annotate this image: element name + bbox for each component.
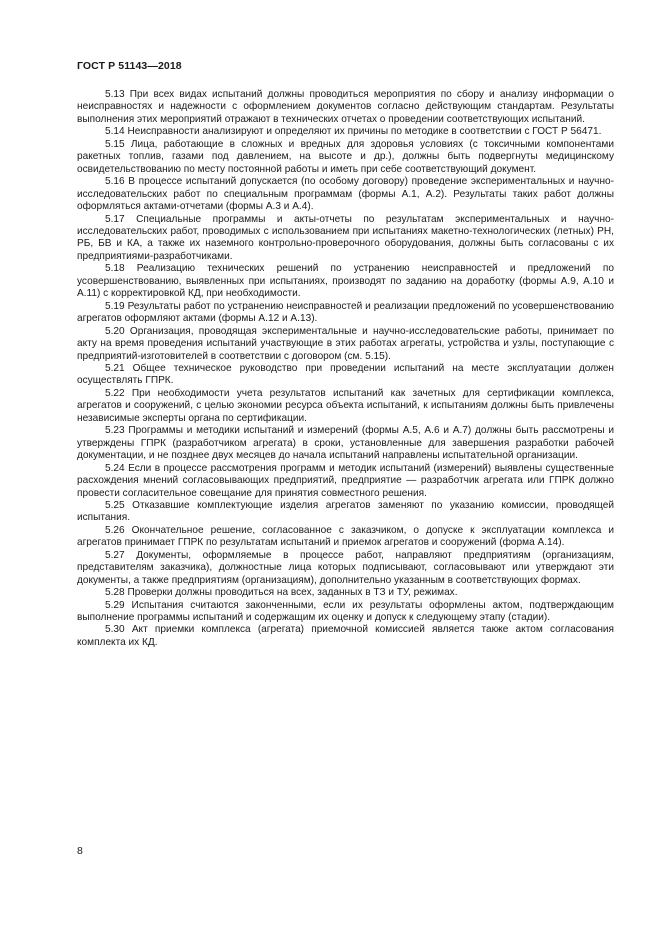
document-body xyxy=(77,89,614,649)
paragraph-5-26: 5.26 Окончательное решение, согласованное с заказчиком, о допуске к эксплуатации комплекса и агрегатов принимает ГПРК по результатам испытаний и приемок агрегатов и сооружений (форма А.14). xyxy=(77,524,614,549)
paragraph-5-16: 5.16 В процессе испытаний допускается (по особому договору) проведение экспериментальных и научно-исследовательских работ по специальным программам (формы А.1, А.2). Результаты таких работ должны оформляться актами-отчетами (формы А.3 и А.4). xyxy=(77,176,614,213)
paragraph-5-23: 5.23 Программы и методики испытаний и измерений (формы А.5, А.6 и А.7) должны быть рассмотрены и утверждены ГПРК (разработчиком агрегата) в сроки, установленные для завершения разработки рабочей документации, и не позднее двух месяцев до начала испытаний направлены испытательной организации. xyxy=(77,425,614,462)
paragraph-5-24: 5.24 Если в процессе рассмотрения программ и методик испытаний (измерений) выявлены существенные расхождения мнений согласовывающих предприятий, предприятие — разработчик агрегата или ГПРК должно провести согласительное совещание для принятия совместного решения. xyxy=(77,462,614,499)
paragraph-5-19: 5.19 Результаты работ по устранению неисправностей и реализации предложений по усовершенствованию агрегатов оформляют актами (формы А.12 и А.13). xyxy=(77,300,614,325)
paragraph-5-18: 5.18 Реализацию технических решений по устранению неисправностей и предложений по усовершенствованию, выявленных при испытаниях, производят по заданию на доработку (формы А.9, А.10 и А.11) с корректировкой КД, при необходимости. xyxy=(77,263,614,300)
paragraph-5-28: 5.28 Проверки должны проводиться на всех, заданных в ТЗ и ТУ, режимах. xyxy=(105,587,458,599)
document-header: ГОСТ Р 51143—2018 xyxy=(77,60,182,72)
paragraph-5-14: 5.14 Неисправности анализируют и определяют их причины по методике в соответствии с ГОСТ Р 56471. xyxy=(105,126,602,138)
paragraph-5-13: 5.13 При всех видах испытаний должны проводиться мероприятия по сбору и анализу информации о неисправностях и надежности с оформлением документов согласно действующим стандартам. Результаты выполнения этих мероприятий отражают в технических отчетах о проведении соответствующих испытаний. xyxy=(77,89,614,125)
paragraph-5-25: 5.25 Отказавшие комплектующие изделия агрегатов заменяют по указанию комиссии, проводящей испытания. xyxy=(77,499,614,524)
paragraph-5-29: 5.29 Испытания считаются законченными, если их результаты оформлены актом, подтверждающим выполнение программы испытаний и содержащим их оценку и допуск к следующему этапу (стадии). xyxy=(77,599,614,624)
paragraph-5-27: 5.27 Документы, оформляемые в процессе работ, направляют предприятиям (организациям, представителям заказчика), должностные лица которых подписывают, согласовывают или утверждают эти документы, а также предприятиям (организациям), дополнительно указанным в соответствующих формах. xyxy=(77,549,614,586)
paragraph-5-17: 5.17 Специальные программы и акты-отчеты по результатам экспериментальных и научно-исследовательских работ, проводимых с использованием при испытаниях макетно-технологических (летных) РН, РБ, БВ и КА, а также их наземного контрольно-проверочного оборудования, должны быть согласованы с их предприятиями-разработчиками. xyxy=(77,213,614,262)
paragraph-5-22: 5.22 При необходимости учета результатов испытаний как зачетных для сертификации комплекса, агрегатов и сооружений, с целью экономии ресурса объекта испытаний, к испытаниям должны быть привлечены независимые эксперты органа по сертификации. xyxy=(77,387,614,424)
paragraph-5-15: 5.15 Лица, работающие в сложных и вредных для здоровья условиях (с токсичными компонентами ракетных топлив, газами под давлением, на высоте и др.), должны быть подвергнуты медицинскому освидетельствованию по месту постоянной работы и иметь при себе соответствующий документ. xyxy=(77,138,614,175)
paragraph-5-20: 5.20 Организация, проводящая экспериментальные и научно-исследовательские работы, принимает по акту на время проведения испытаний участвующие в этих работах агрегаты, устройства и узлы, поступающие с предприятий-изготовителей в соответствии с договором (см. 5.15). xyxy=(77,325,614,362)
paragraph-5-30: 5.30 Акт приемки комплекса (агрегата) приемочной комиссией является также актом согласования комплекта их КД. xyxy=(77,624,614,648)
page-number: 8 xyxy=(77,845,83,857)
paragraph-5-21: 5.21 Общее техническое руководство при проведении испытаний на месте эксплуатации должен осуществлять ГПРК. xyxy=(77,362,614,387)
